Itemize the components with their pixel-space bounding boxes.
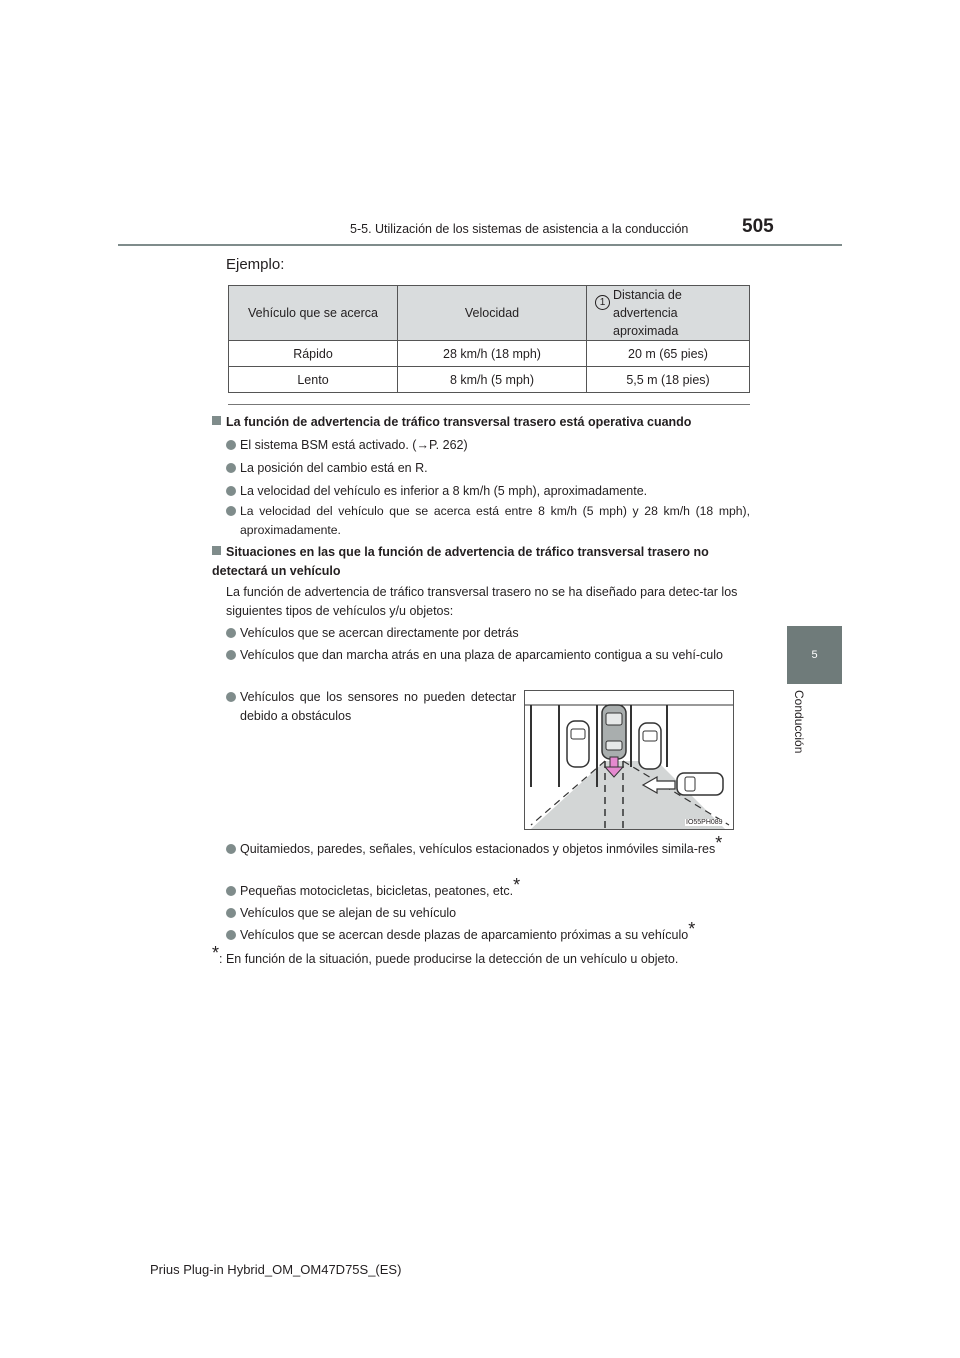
list-item <box>226 482 750 501</box>
bullet-icon <box>226 886 236 896</box>
square-bullet-icon <box>212 546 221 555</box>
bullet-icon <box>226 844 236 854</box>
parking-diagram-illustration <box>525 691 733 829</box>
list-item-text: La velocidad del vehículo que se acerca está entre 8 km/h (5 mph) y 28 km/h (18 mph), aproximadamente. <box>240 504 750 537</box>
section-title: 5-5. Utilización de los sistemas de asistencia a la conducción <box>350 222 689 236</box>
bullet-icon <box>226 440 236 450</box>
list-item-text: Vehículos que los sensores no pueden detectar debido a obstáculos <box>240 690 516 723</box>
callout-number: 1 <box>595 295 610 310</box>
list-item <box>226 904 750 923</box>
table-cell: 28 km/h (18 mph) <box>398 341 587 367</box>
list-item-text: Vehículos que se acercan directamente por detrás <box>240 626 519 640</box>
list-item <box>226 833 750 859</box>
table-cell: Rápido <box>229 341 398 367</box>
parked-car-left <box>567 721 589 767</box>
section-intro: La función de advertencia de tráfico transversal trasero no se ha diseñado para detec-tar los siguientes tipos de vehículos y/u objetos: <box>226 585 738 618</box>
list-item-text-body: Vehículos que se acercan desde plazas de aparcamiento próximas a su vehículo <box>240 928 689 942</box>
table-cell: 8 km/h (5 mph) <box>398 367 587 393</box>
list-item <box>226 688 516 726</box>
list-item <box>226 919 750 945</box>
bullet-icon <box>226 692 236 702</box>
bullet-icon <box>226 628 236 638</box>
table-row <box>229 367 750 393</box>
list-item-text <box>226 919 750 945</box>
header-divider <box>118 244 842 246</box>
list-item-text-body: Quitamiedos, paredes, señales, vehículos estacionados y objetos inmóviles simila-res <box>240 842 716 856</box>
bullet-icon <box>226 930 236 940</box>
page-number: 505 <box>742 216 774 237</box>
list-item-text: La posición del cambio está en R. <box>240 461 428 475</box>
section-heading-text: Situaciones en las que la función de advertencia de tráfico transversal trasero no detectará un vehículo <box>212 545 709 578</box>
list-item <box>226 646 750 665</box>
asterisk-mark: * <box>212 943 220 963</box>
table-cell: Lento <box>229 367 398 393</box>
chapter-tab: 5 <box>787 626 842 684</box>
section-divider <box>228 404 750 405</box>
section-heading <box>212 413 752 432</box>
footnote-text: : En función de la situación, puede producirse la detección de un vehículo u objeto. <box>219 952 679 966</box>
col-header-distance <box>587 286 750 341</box>
bullet-icon <box>226 506 236 516</box>
parking-diagram <box>524 690 734 830</box>
list-item-text: El sistema BSM está activado. (→P. 262) <box>240 438 468 452</box>
list-item <box>226 502 750 540</box>
approaching-car <box>677 773 723 795</box>
figure-code: IO55PH089 <box>686 819 723 826</box>
list-item-text: La velocidad del vehículo es inferior a 8 km/h (5 mph), aproximadamente. <box>240 484 648 498</box>
section-heading <box>212 543 752 581</box>
list-item <box>226 436 750 455</box>
bullet-icon <box>226 486 236 496</box>
section-heading-text: La función de advertencia de tráfico transversal trasero está operativa cuando <box>226 415 692 429</box>
list-item <box>226 624 750 643</box>
bullet-icon <box>226 650 236 660</box>
list-item <box>226 459 750 478</box>
col-header-speed: Velocidad <box>398 286 587 341</box>
footnote <box>212 943 752 969</box>
list-item-text <box>226 833 750 859</box>
table-header-row <box>229 286 750 341</box>
list-item-text: Vehículos que se alejan de su vehículo <box>240 906 457 920</box>
list-item-text <box>226 875 750 901</box>
chapter-label: Conducción <box>792 690 806 754</box>
asterisk-mark: * <box>715 833 723 853</box>
warning-distance-table <box>228 285 750 393</box>
table-row <box>229 341 750 367</box>
asterisk-mark: * <box>688 919 696 939</box>
list-item-text: Vehículos que dan marcha atrás en una plaza de aparcamiento contigua a su vehí-culo <box>240 648 723 662</box>
bullet-icon <box>226 463 236 473</box>
list-item <box>226 875 750 901</box>
example-label: Ejemplo: <box>226 256 285 273</box>
table-cell: 20 m (65 pies) <box>587 341 750 367</box>
col-header-vehicle: Vehículo que se acerca <box>229 286 398 341</box>
table-cell: 5,5 m (18 pies) <box>587 367 750 393</box>
square-bullet-icon <box>212 416 221 425</box>
document-footer: Prius Plug-in Hybrid_OM_OM47D75S_(ES) <box>150 1262 402 1277</box>
list-item-text-body: Pequeñas motocicletas, bicicletas, peatones, etc. <box>240 884 514 898</box>
parked-car-right <box>639 723 661 769</box>
col-header-distance-label: Distancia de advertencia aproximada <box>613 288 682 338</box>
bullet-icon <box>226 908 236 918</box>
asterisk-mark: * <box>513 875 521 895</box>
